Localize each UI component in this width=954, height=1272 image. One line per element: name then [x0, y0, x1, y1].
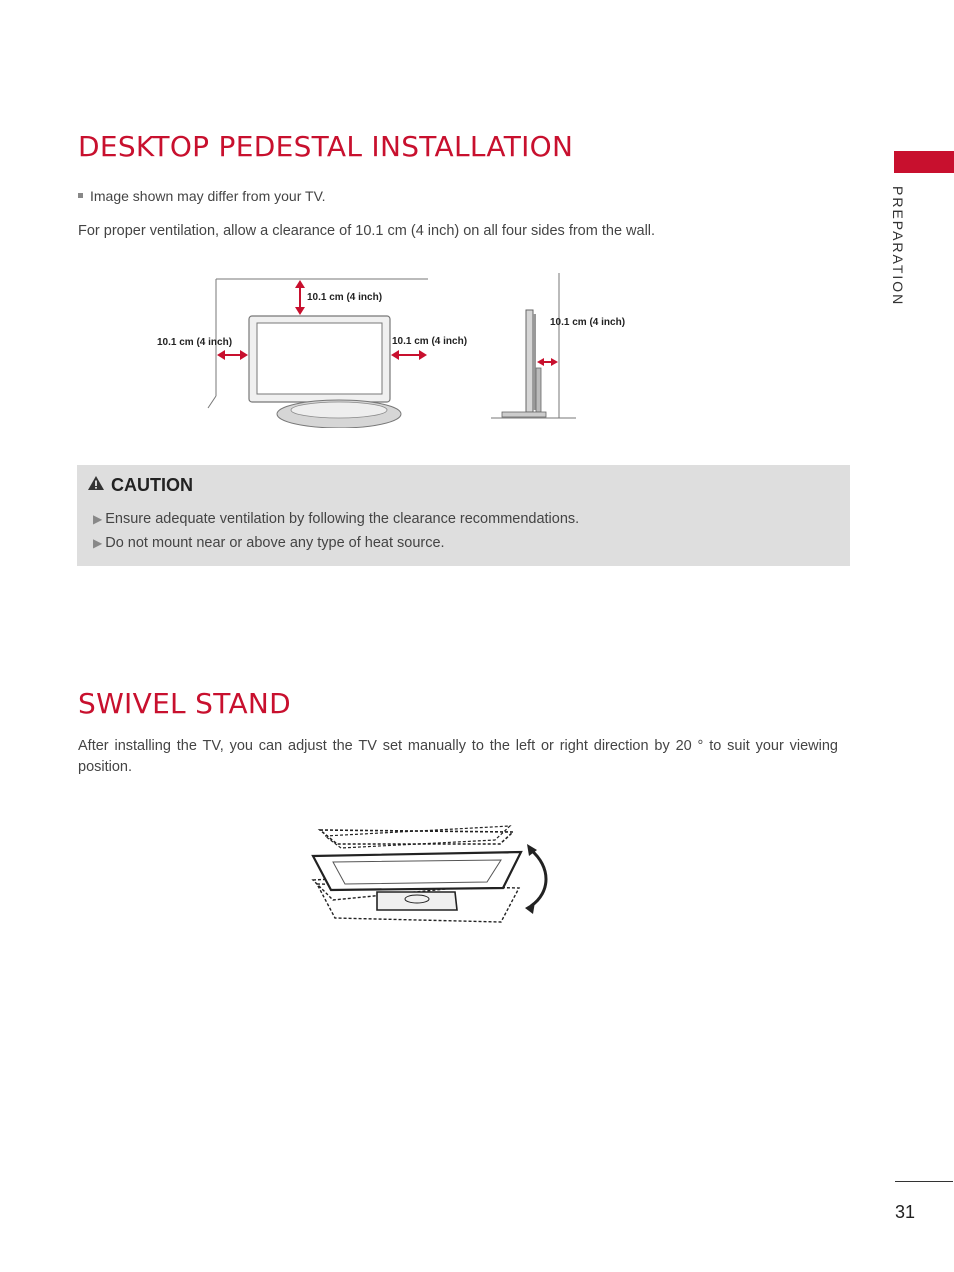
clearance-arrow-top [295, 280, 305, 315]
caution-item [93, 535, 445, 551]
tv-side-illustration [491, 273, 576, 418]
pedestal-section-title: DESKTOP PEDESTAL INSTALLATION [78, 130, 574, 163]
page-number-rule [895, 1181, 953, 1182]
section-tab-label: PREPARATION [890, 186, 906, 307]
ventilation-paragraph: For proper ventilation, allow a clearance of 10.1 cm (4 inch) on all four sides from the wall. [78, 223, 656, 239]
bullet-arrow-icon: ▶ [93, 512, 103, 526]
tv-front-illustration [249, 316, 401, 428]
swivel-section-title: SWIVEL STAND [78, 687, 292, 720]
caution-item-text: Do not mount near or above any type of heat source. [105, 535, 445, 551]
rotation-arrow-icon [525, 844, 546, 914]
clearance-arrow-left [217, 350, 248, 360]
clearance-arrow-side [537, 358, 558, 366]
bullet-square-icon [78, 193, 83, 198]
section-tab-marker [894, 151, 954, 173]
tv-top-view-illustration [313, 826, 521, 922]
page-number: 31 [895, 1202, 916, 1222]
caution-item-text: Ensure adequate ventilation by following the clearance recommendations. [105, 511, 580, 527]
clearance-diagram [140, 268, 660, 428]
image-note [78, 188, 326, 204]
caution-title: CAUTION [111, 475, 193, 495]
label-left-clearance: 10.1 cm (4 inch) [157, 337, 233, 348]
swivel-diagram [305, 822, 555, 927]
label-side-clearance: 10.1 cm (4 inch) [550, 317, 626, 328]
caution-box [77, 465, 850, 566]
label-top-clearance: 10.1 cm (4 inch) [307, 292, 383, 303]
image-note-text: Image shown may differ from your TV. [90, 188, 326, 204]
caution-item [93, 511, 579, 527]
swivel-paragraph: After installing the TV, you can adjust the TV set manually to the left or right direction by 20 ° to suit your viewing position. [78, 738, 838, 775]
clearance-arrow-right [391, 350, 427, 360]
warning-triangle-icon [87, 475, 105, 491]
bullet-arrow-icon: ▶ [93, 536, 103, 550]
label-right-clearance: 10.1 cm (4 inch) [392, 336, 468, 347]
